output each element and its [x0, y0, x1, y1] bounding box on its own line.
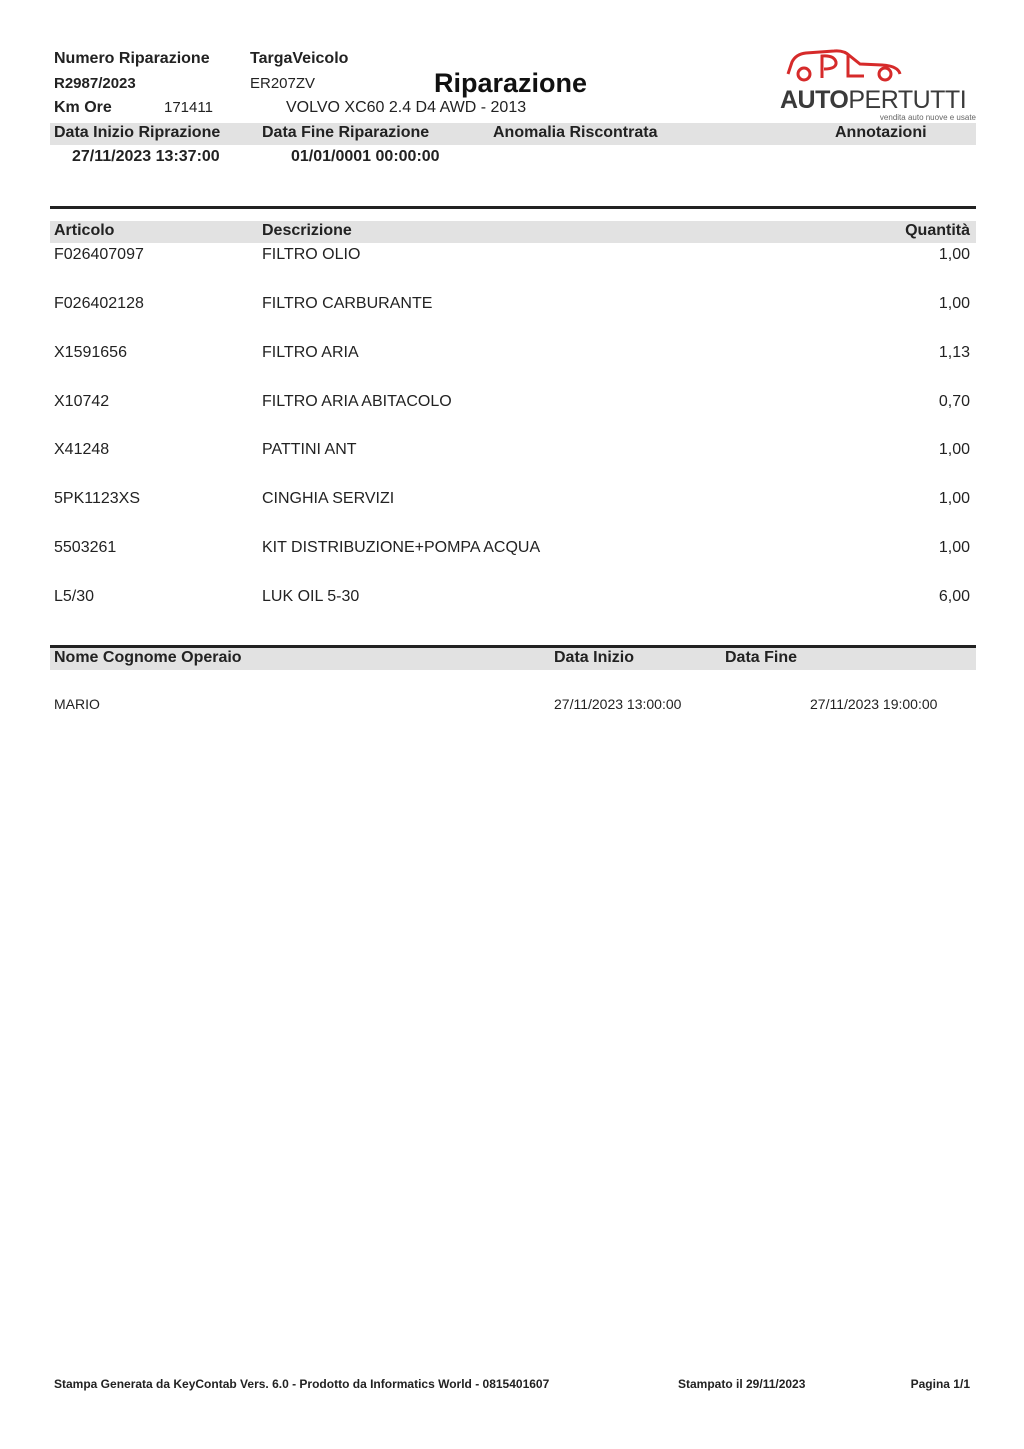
logo-wordmark	[780, 86, 966, 115]
logo-tagline: vendita auto nuove e usate	[879, 113, 976, 122]
article-description: FILTRO ARIA ABITACOLO	[262, 393, 452, 410]
targa-veicolo-value: ER207ZV	[250, 75, 316, 92]
article-quantity: 1,00	[938, 539, 970, 556]
article-description: CINGHIA SERVIZI	[262, 490, 395, 507]
data-inizio-value: 27/11/2023 13:37:00	[72, 148, 220, 165]
article-quantity: 1,00	[938, 490, 970, 507]
logo-wordmark-auto: AUTO	[780, 86, 849, 114]
data-inizio-label: Data Inizio Riprazione	[54, 124, 221, 141]
footer-printed-date: Stampato il 29/11/2023	[678, 1377, 806, 1391]
article-code: X1591656	[54, 344, 127, 361]
col-data-fine-header: Data Fine	[725, 649, 798, 666]
article-quantity: 6,00	[938, 588, 970, 605]
article-quantity: 0,70	[938, 393, 970, 410]
article-description: FILTRO ARIA	[262, 344, 359, 361]
footer-generated-by: Stampa Generata da KeyContab Vers. 6.0 - Prodotto da Informatics World - 0815401607	[54, 1377, 550, 1391]
article-quantity: 1,00	[938, 246, 970, 263]
document-title: Riparazione	[434, 68, 588, 98]
col-articolo-header: Articolo	[54, 222, 115, 239]
article-code: F026407097	[54, 246, 144, 263]
article-code: 5503261	[54, 539, 117, 556]
col-nome-operaio-header: Nome Cognome Operaio	[54, 649, 242, 666]
col-quantita-header: Quantità	[905, 222, 970, 239]
article-description: FILTRO CARBURANTE	[262, 295, 433, 312]
annotazioni-label: Annotazioni	[835, 124, 927, 141]
vehicle-model: VOLVO XC60 2.4 D4 AWD - 2013	[286, 99, 527, 116]
article-description: PATTINI ANT	[262, 441, 357, 458]
col-data-inizio-header: Data Inizio	[554, 649, 635, 666]
km-ore-value: 171411	[164, 99, 213, 116]
data-fine-label: Data Fine Riparazione	[262, 124, 430, 141]
article-code: L5/30	[54, 588, 95, 605]
article-quantity: 1,00	[938, 295, 970, 312]
article-code: 5PK1123XS	[54, 490, 140, 507]
company-logo	[780, 44, 976, 124]
article-description: FILTRO OLIO	[262, 246, 361, 263]
article-code: X10742	[54, 393, 110, 410]
worker-name: MARIO	[54, 696, 100, 712]
articles-header-band	[50, 221, 976, 243]
col-descrizione-header: Descrizione	[262, 222, 352, 239]
article-description: LUK OIL 5-30	[262, 588, 360, 605]
km-ore-label: Km Ore	[54, 99, 112, 116]
logo-car-icon	[782, 44, 907, 84]
numero-riparazione-label: Numero Riparazione	[54, 50, 210, 67]
anomalia-label: Anomalia Riscontrata	[493, 124, 658, 141]
worker-start-date: 27/11/2023 13:00:00	[554, 696, 682, 712]
targa-veicolo-label: TargaVeicolo	[250, 50, 349, 67]
article-quantity: 1,00	[938, 441, 970, 458]
article-code: X41248	[54, 441, 110, 458]
articles-top-rule	[50, 206, 976, 209]
numero-riparazione-value: R2987/2023	[54, 75, 136, 92]
footer-page-number: Pagina 1/1	[910, 1377, 970, 1391]
worker-end-date: 27/11/2023 19:00:00	[810, 696, 938, 712]
data-fine-value: 01/01/0001 00:00:00	[291, 148, 440, 165]
article-code: F026402128	[54, 295, 144, 312]
article-quantity: 1,13	[938, 344, 970, 361]
logo-wordmark-pertutti: PERTUTTI	[848, 86, 967, 114]
article-description: KIT DISTRIBUZIONE+POMPA ACQUA	[262, 539, 541, 556]
